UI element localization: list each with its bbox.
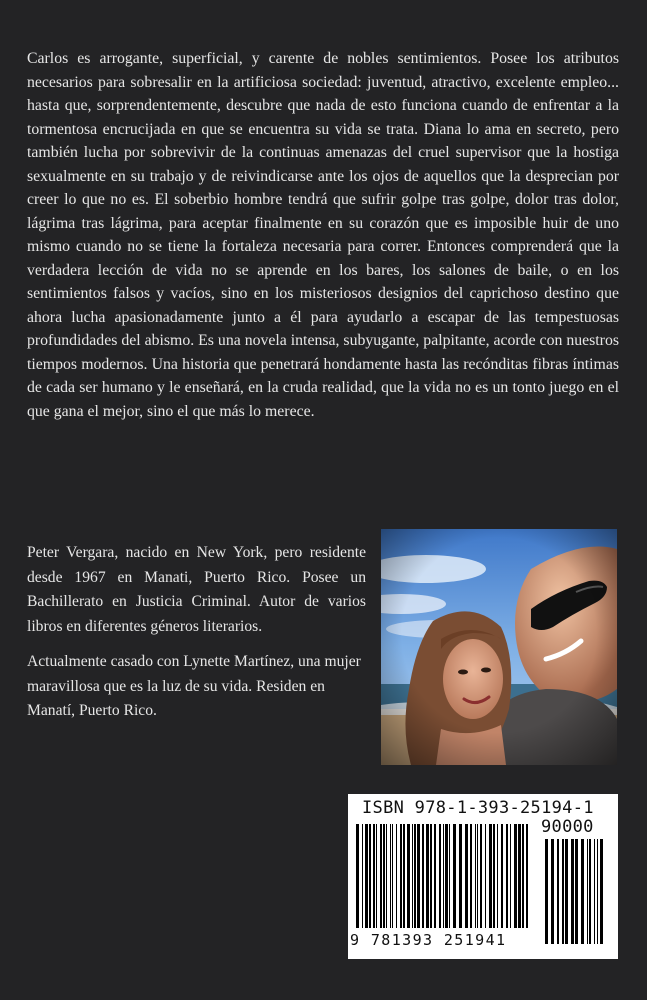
barcode-bar	[589, 839, 591, 944]
barcode-bar	[581, 839, 584, 944]
barcode-bar	[362, 824, 363, 928]
isbn-label: ISBN 978-1-393-25194-1	[362, 798, 594, 818]
barcode-bar	[522, 824, 524, 928]
barcode-bar	[412, 824, 413, 928]
barcode-bar	[422, 824, 424, 928]
author-bio-paragraph-1: Peter Vergara, nacido en New York, pero residente desde 1967 en Manati, Puerto Rico. Posee un Bachillerato en Justicia Criminal. Autor de varios libros en diferentes géneros literarios.	[27, 544, 366, 636]
barcode-bar	[390, 824, 391, 928]
barcode-bar	[493, 824, 495, 928]
barcode-bar	[600, 839, 603, 944]
barcode-bar	[414, 824, 416, 928]
barcode-bar	[477, 824, 478, 928]
barcode-bar	[575, 839, 578, 944]
barcode-bar	[551, 839, 554, 944]
barcode-bar	[439, 824, 441, 928]
barcode-bar	[403, 824, 405, 928]
barcode-bar	[594, 839, 595, 944]
barcode-bar	[417, 824, 420, 928]
author-photo	[381, 529, 617, 765]
barcode-bar	[430, 824, 432, 928]
ean-digits: 9 781393 251941	[350, 931, 507, 949]
barcode-bar	[373, 824, 375, 928]
book-synopsis: Carlos es arrogante, superficial, y carente de nobles sentimientos. Posee los atributos necesarios para sobresalir en la artificiosa sociedad: juventud, atractivo, excelente empleo... hasta que, sorprendentemente, descubre que nada de esto funciona cuando de enfrentar a la tormentosa encrucijada en que se encuentra su vida se trata. Diana lo ama en secreto, pero también lucha por sobrevivir de la continuas amenazas del cruel supervisor que la hostiga sexualmente en su trabajo y de reivindicarse ante los ojos de aquellos que la desprecian por creer lo que no es. El soberbio hombre tendrá que sufrir golpe tras golpe, dolor tras dolor, lágrima tras lágrima, para aceptar finalmente en su corazón que es imposible huir de uno mismo cuando no se tiene la fortaleza necesaria para correr. Entonces comprenderá que la verdadera lección de vida no se aprende en los bares, los salones de baile, o en los sentimientos falsos y vacíos, sino en los misteriosos designios del caprichoso destino que ahora lucha apasionadamente junto a él para ayudarlo a escapar de las tempestuosas profundidades del abismo. Es una novela intensa, subyugante, palpitante, acorde con nuestros tiempos modernos. Una historia que penetrará hondamente hasta las recónditas fibras íntimas de cada ser humano y le enseñará, en la cruda realidad, que la vida no es un tonto juego en el que gana el mejor, sino el que más lo merece.	[27, 50, 619, 420]
barcode-bar	[365, 824, 368, 928]
barcode-bar	[597, 839, 598, 944]
barcode-bar	[571, 839, 574, 944]
barcode-bar	[445, 824, 448, 928]
barcode-bar	[501, 824, 503, 928]
barcode-bar	[545, 839, 548, 944]
barcode-bar	[470, 824, 472, 928]
barcode-bar	[510, 824, 511, 928]
barcode-bar	[465, 824, 468, 928]
author-bio	[27, 541, 366, 734]
barcode-bar	[497, 824, 498, 928]
barcode-bar	[506, 824, 508, 928]
barcode-bar	[475, 824, 476, 928]
barcode-bar	[562, 839, 564, 944]
barcode-bar	[485, 824, 486, 928]
addon-barcode-bars	[543, 839, 603, 944]
barcode-bar	[526, 824, 528, 928]
price-code: 90000	[541, 817, 594, 837]
barcode-bar	[480, 824, 482, 928]
ean-barcode-bars	[350, 824, 533, 928]
barcode-bar	[376, 824, 377, 928]
isbn-barcode	[348, 794, 618, 959]
barcode-bar	[392, 824, 393, 928]
author-bio-paragraph-2: Actualmente casado con Lynette Martínez, una mujer maravillosa que es la luz de su vida. Residen en Manatí, Puerto Rico.	[27, 652, 361, 720]
barcode-bar	[434, 824, 436, 928]
barcode-bar	[407, 824, 410, 928]
barcode-bar	[369, 824, 371, 928]
barcode-bar	[557, 839, 559, 944]
barcode-bar	[449, 824, 450, 928]
barcode-bar	[386, 824, 387, 928]
barcode-bar	[518, 824, 521, 928]
barcode-bar	[396, 824, 397, 928]
barcode-bar	[489, 824, 492, 928]
barcode-bar	[587, 839, 588, 944]
barcode-bar	[565, 839, 568, 944]
barcode-bar	[383, 824, 385, 928]
barcode-bar	[380, 824, 382, 928]
barcode-bar	[356, 824, 359, 928]
barcode-bar	[400, 824, 402, 928]
barcode-bar	[514, 824, 517, 928]
barcode-bar	[443, 824, 444, 928]
barcode-bar	[459, 824, 462, 928]
barcode-bar	[426, 824, 429, 928]
barcode-bar	[453, 824, 456, 928]
